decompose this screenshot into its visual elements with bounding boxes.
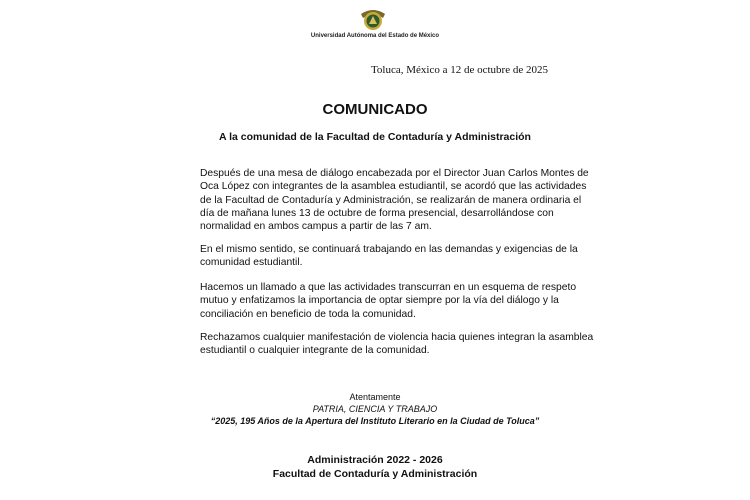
closing-quote: “2025, 195 Años de la Apertura del Instituto Literario en la Ciudad de Toluca”: [210, 416, 540, 426]
paragraph-2: [200, 243, 578, 270]
university-seal-logo: [359, 6, 387, 32]
paragraph-4: [200, 331, 594, 358]
signature-faculty: Facultad de Contaduría y Administración: [272, 468, 478, 480]
text-line: En el mismo sentido, se continuará trabajando en las demandas y exigencias de la: [200, 244, 578, 255]
date-line: Toluca, México a 12 de octubre de 2025: [370, 64, 548, 76]
closing-motto: PATRIA, CIENCIA Y TRABAJO: [312, 404, 438, 414]
text-line: Después de una mesa de diálogo encabezada por el Director Juan Carlos Montes de: [200, 168, 589, 179]
text-line: normalidad en ambos campus a partir de las 7 am.: [200, 221, 432, 233]
text-line: de la Facultad de Contaduría y Administración, se realizarán de manera ordinaria el: [200, 194, 582, 206]
addressee: A la comunidad de la Facultad de Contaduría y Administración: [219, 131, 531, 143]
paragraph-1: [200, 167, 589, 233]
text-line: Rechazamos cualquier manifestación de violencia hacia quienes integran la asamblea: [200, 332, 594, 343]
paragraph-3: [200, 281, 577, 321]
text-line: Hacemos un llamado a que las actividades transcurran en un esquema de respeto: [200, 282, 577, 293]
text-line: comunidad estudiantil.: [200, 257, 303, 269]
page-title: COMUNICADO: [322, 101, 428, 118]
university-name: Universidad Autónoma del Estado de México: [310, 33, 440, 39]
text-line: conciliación en beneficio de toda la comunidad.: [200, 308, 416, 320]
text-line: Oca López con integrantes de la asamblea estudiantil, se acordó que las actividades: [200, 181, 587, 193]
signature-admin: Administración 2022 - 2026: [307, 454, 443, 466]
text-line: estudiantil o cualquier integrante de la comunidad.: [200, 345, 430, 357]
text-line: día de mañana lunes 13 de octubre de forma presencial, desarrollándose con: [200, 207, 554, 219]
text-line: mutuo y enfatizamos la importancia de optar siempre por la vía del diálogo y la: [200, 295, 559, 307]
closing-atentamente: Atentamente: [349, 392, 401, 402]
